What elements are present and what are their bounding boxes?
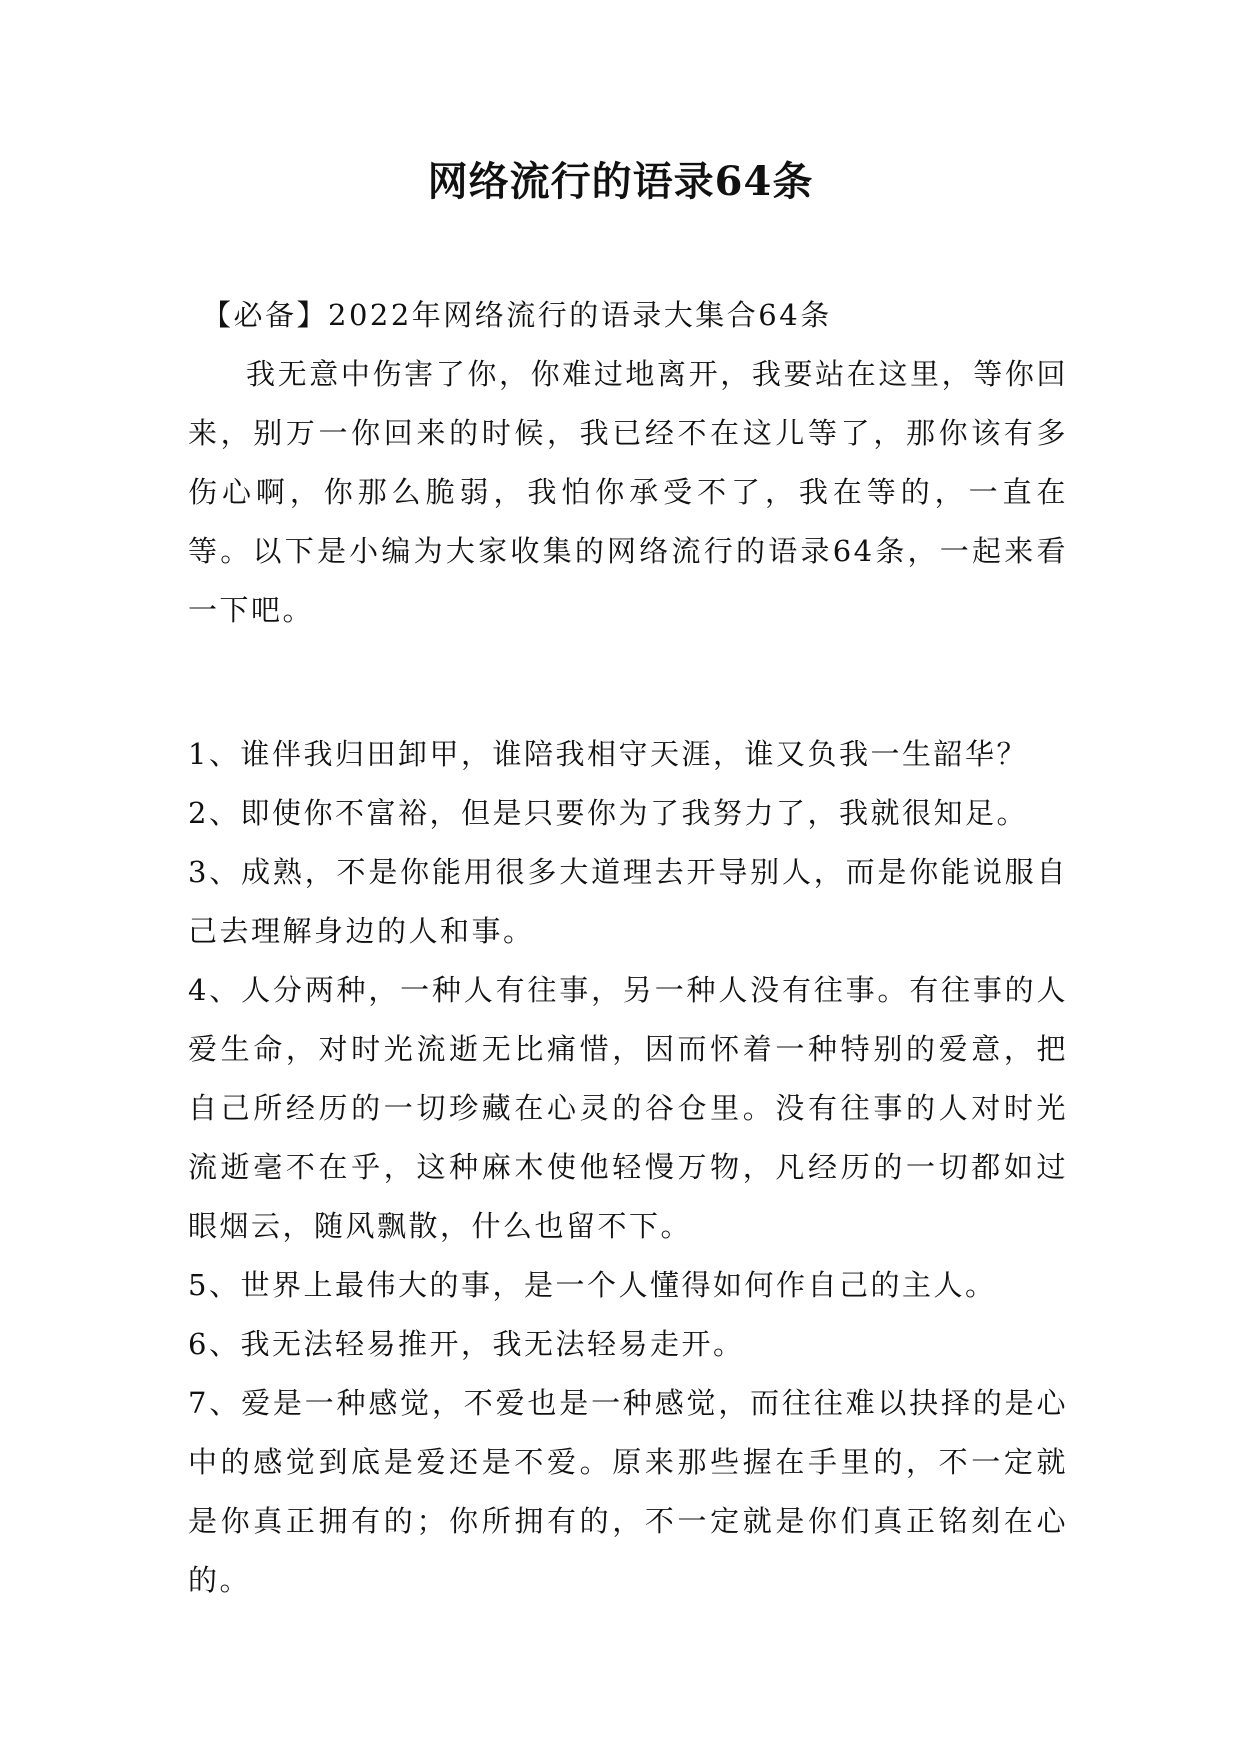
- quote-item: 5、世界上最伟大的事，是一个人懂得如何作自己的主人。: [188, 1268, 997, 1302]
- quote-item: 1、谁伴我归田卸甲，谁陪我相守天涯，谁又负我一生韶华？: [188, 737, 1028, 771]
- subheading: 【必备】2022年网络流行的语录大集合64条: [202, 298, 832, 332]
- intro-paragraph: 我无意中伤害了你，你难过地离开，我要站在这里，等你回来，别万一你回来的时候，我已经不在这儿等了，那你该有多伤心啊，你那么脆弱，我怕你承受不了，我在等的，一直在等。以下是小编为大家收集的网络流行的语录64条，一起来看一下吧。: [188, 357, 1068, 627]
- quote-item: 3、成熟，不是你能用很多大道理去开导别人，而是你能说服自己去理解身边的人和事。: [188, 855, 1068, 948]
- paragraph-spacer: [188, 640, 1068, 725]
- document-body: [188, 286, 1068, 1610]
- quote-item: 7、爱是一种感觉，不爱也是一种感觉，而往往难以抉择的是心中的感觉到底是爱还是不爱。原来那些握在手里的，不一定就是你真正拥有的；你所拥有的，不一定就是你们真正铭刻在心的。: [188, 1386, 1068, 1597]
- quote-item: 6、我无法轻易推开，我无法轻易走开。: [188, 1327, 745, 1361]
- quote-item: 2、即使你不富裕，但是只要你为了我努力了，我就很知足。: [188, 796, 1028, 830]
- quote-item: 4、人分两种，一种人有往事，另一种人没有往事。有往事的人爱生命，对时光流逝无比痛惜，因而怀着一种特别的爱意，把自己所经历的一切珍藏在心灵的谷仓里。没有往事的人对时光流逝毫不在乎，这种麻木使他轻慢万物，凡经历的一切都如过眼烟云，随风飘散，什么也留不下。: [188, 973, 1068, 1243]
- document-title: 网络流行的语录64条: [427, 158, 814, 205]
